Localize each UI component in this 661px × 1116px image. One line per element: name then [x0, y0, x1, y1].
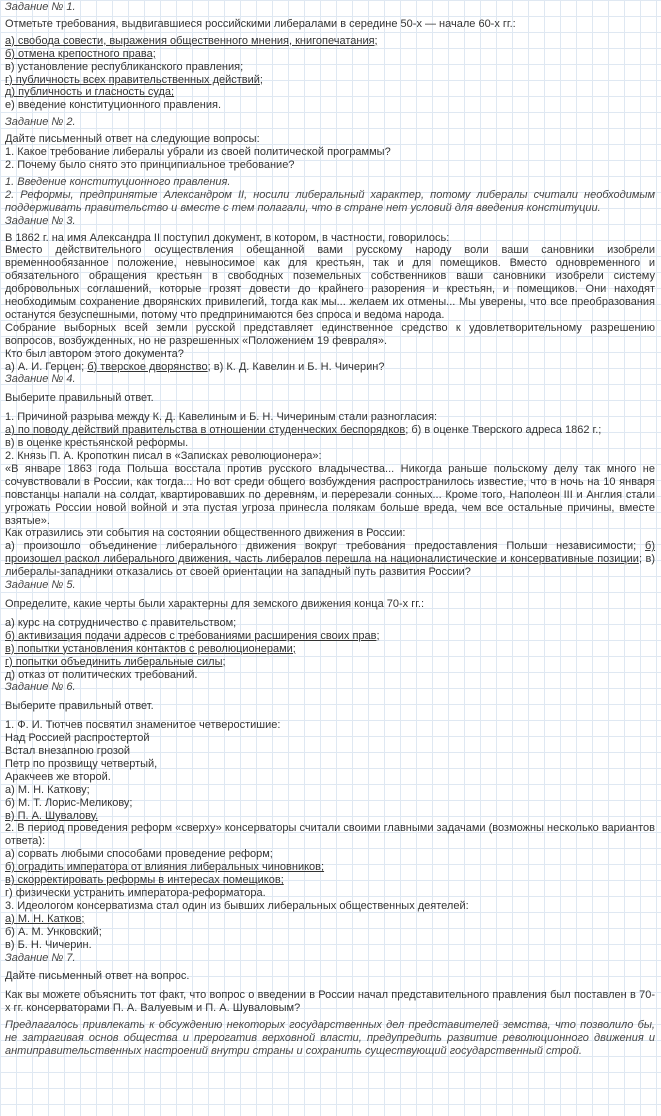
option-line: б) оградить императора от влияния либеральных чиновников; — [5, 861, 325, 874]
option-line: в) П. А. Шувалову. — [5, 809, 99, 822]
task-7 — [5, 952, 655, 1058]
task-5-heading: Задание № 5. — [5, 579, 76, 592]
task-3-option-c: ; в) К. Д. Кавелин и Б. Н. Чичерин? — [207, 360, 385, 373]
task-2 — [5, 112, 655, 214]
task-4-q1-option-a: а) по поводу действий правительства в отношении студенческих беспорядков — [5, 424, 406, 437]
option-line: е) введение конституционного правления. — [5, 99, 222, 112]
task-2-answer-1: 1. Введение конституционного правления. — [5, 175, 231, 188]
poem-line: Петр по прозвищу четвертый, — [5, 757, 158, 770]
task-2-heading: Задание № 2. — [5, 116, 76, 129]
task-7-intro: Дайте письменный ответ на вопрос. — [5, 970, 190, 983]
option-line: д) отказ от политических требований. — [5, 668, 198, 681]
task-3-question: Кто был автором этого документа? — [5, 347, 184, 360]
task-3-heading: Задание № 3. — [5, 214, 76, 227]
task-1 — [5, 1, 655, 112]
task-4-question-1: 1. Причиной разрыва между К. Д. Кавелиным и Б. Н. Чичериным стали разногласия: — [5, 411, 438, 424]
task-3-intro: В 1862 г. на имя Александра II поступил документ, в котором, в частности, говорилось: — [5, 231, 450, 244]
option-line: а) М. Н. Каткову; — [5, 783, 90, 796]
option-line: д) публичность и гласность суда; — [5, 86, 175, 99]
task-3 — [5, 215, 655, 374]
option-line: а) свобода совести, выражения общественного мнения, книгопечатания; — [5, 34, 378, 47]
option-line: в) попытки установления контактов с революционерами; — [5, 642, 296, 655]
option-line: а) М. Н. Катков; — [5, 912, 85, 925]
task-6-question-2: 2. В период проведения реформ «сверху» консерваторы считали своими главными задачами (возможны несколько вариантов ответа): — [5, 822, 655, 848]
task-4-q2-option-a: а) произошло объединение либерального движения вокруг требования предоставления Польши независимости; — [5, 540, 646, 553]
task-5-options — [5, 617, 655, 682]
task-4-q2-option-b: б) произошел раскол либерального движения, часть либералов перешла на националистические и консервативные позиции — [5, 540, 655, 566]
option-line: а) курс на сотрудничество с правительством; — [5, 616, 237, 629]
task-7-answer: Предлагалось привлекать к обсуждению некоторых государственных дел представителей земства, что позволило бы, не затрагивая основ общества и прерогатив верховной власти, предупредить развитие революционного движения и антиправительственных настроений внутри страны и сохранить существующий государственный строй. — [5, 1019, 655, 1057]
task-4-question-2: 2. Князь П. А. Кропоткин писал в «Записках революционера»: — [5, 450, 322, 462]
task-4-q1-option-c: в) в оценке крестьянской реформы. — [5, 437, 189, 450]
task-4-heading: Задание № 4. — [5, 373, 76, 386]
poem-line: Встал внезапною грозой — [5, 745, 131, 758]
task-3-option-b: б) тверское дворянство — [87, 360, 208, 373]
task-4 — [5, 373, 655, 579]
task-4-intro: Выберите правильный ответ. — [5, 392, 154, 405]
task-1-question: Отметьте требования, выдвигавшиеся российскими либералами в середине 50-х — начале 60-х гг.: — [5, 17, 516, 30]
task-2-answer-2: 2. Реформы, предпринятые Александром II, носили либеральный характер, потому либералы считали необходимым поддерживать правительство и вместе с тем полагали, что в стране нет условий для введения конституции. — [5, 188, 655, 214]
option-line: а) сорвать любыми способами проведение реформ; — [5, 848, 273, 861]
task-3-option-a: а) А. И. Герцен; — [5, 360, 85, 373]
task-4-q2-options — [5, 540, 655, 579]
task-4-q2-option-c: ; в) либералы-западники отказались от своей ориентации на западный путь развития России? — [5, 553, 656, 579]
poem-line: Аракчеев же второй. — [5, 770, 111, 783]
task-5-question: Определите, какие черты были характерны для земского движения конца 70-х гг.: — [5, 597, 425, 610]
task-6-heading: Задание № 6. — [5, 681, 76, 694]
task-4-q1-option-b: ; б) в оценке Тверского адреса 1862 г.; — [405, 424, 602, 437]
task-2-question-1: 1. Какое требование либералы убрали из своей политической программы? — [5, 146, 391, 159]
task-2-question-2: 2. Почему было снято это принципиальное требование? — [5, 158, 295, 171]
option-line: в) скорректировать реформы в интересах помещиков; — [5, 874, 284, 887]
task-6-question-3: 3. Идеологом консерватизма стал один из бывших либеральных общественных деятелей: — [5, 899, 469, 912]
option-line: в) Б. Н. Чичерин. — [5, 938, 92, 951]
task-3-quote: Вместо действительного осуществления обещанной вами русскому народу воли ваши сановники изобрели временнообязанное положение, невыносимое как для крестьян, так и для помещиков. Вместо одновременного и обязательного обращения крестьян в свободных поземельных собственников ваши сановники изобрели систему добровольных соглашений, которые грозят довести до крайнего разорения и крестьян, и помещиков. Они находят необходимым сохранение дворянских привилегий, тогда как мы... желаем их отмены... Мы уверены, что все преобразования останутся безуспешными, потому что предпринимаются без спроса и ведома народа. — [5, 244, 655, 321]
option-line: б) активизация подачи адресов с требованиями расширения своих прав; — [5, 629, 380, 642]
option-line: г) попытки объединить либеральные силы; — [5, 655, 226, 668]
task-7-heading: Задание № 7. — [5, 951, 76, 964]
task-1-heading: Задание № 1. — [5, 1, 76, 13]
poem-line: Над Россией распростертой — [5, 732, 150, 745]
task-1-options — [5, 35, 655, 112]
task-3-quote-2: Собрание выборных всей земли русской представляет единственное средство к удовлетворительному разрешению вопросов, возбужденных, но не разрешенных «Положением 19 февраля». — [5, 321, 655, 347]
task-5 — [5, 579, 655, 681]
option-line: б) М. Т. Лорис-Меликову; — [5, 796, 133, 809]
task-6 — [5, 681, 655, 951]
task-4-quote: «В январе 1863 года Польша восстала против русского владычества... Никогда раньше польскому делу так много не сочувствовали в России, как тогда... Но вот среди общего возбуждения распространилось известие, что в ночь на 10 января повстанцы напали на солдат, квартировавших по деревням, и перерезали сонных... Кроме того, Наполеон III и Англия стали угрожать России новой войной и эта пустая угроза принесла полякам больше вреда, чем все остальные причины, вместе взятые». — [5, 462, 655, 527]
task-2-intro: Дайте письменный ответ на следующие вопросы: — [5, 133, 260, 146]
task-4-q1-options — [5, 424, 655, 437]
option-line: в) установление республиканского правления; — [5, 60, 244, 73]
option-line: б) А. М. Унковский; — [5, 925, 102, 938]
task-6-question-1: 1. Ф. И. Тютчев посвятил знаменитое четверостишие: — [5, 719, 281, 732]
option-line: г) публичность всех правительственных действий; — [5, 73, 263, 86]
task-6-intro: Выберите правильный ответ. — [5, 700, 154, 713]
option-line: г) физически устранить императора-реформатора. — [5, 887, 266, 899]
task-3-options — [5, 361, 655, 374]
option-line: б) отмена крепостного права; — [5, 47, 156, 60]
task-4-q2-question: Как отразились эти события на состоянии общественного движения в России: — [5, 527, 406, 540]
task-7-question: Как вы можете объяснить тот факт, что вопрос о введении в России начал представительного правления был поставлен в 70-х гг. консерваторами П. А. Валуевым и П. А. Шуваловым? — [5, 989, 655, 1015]
